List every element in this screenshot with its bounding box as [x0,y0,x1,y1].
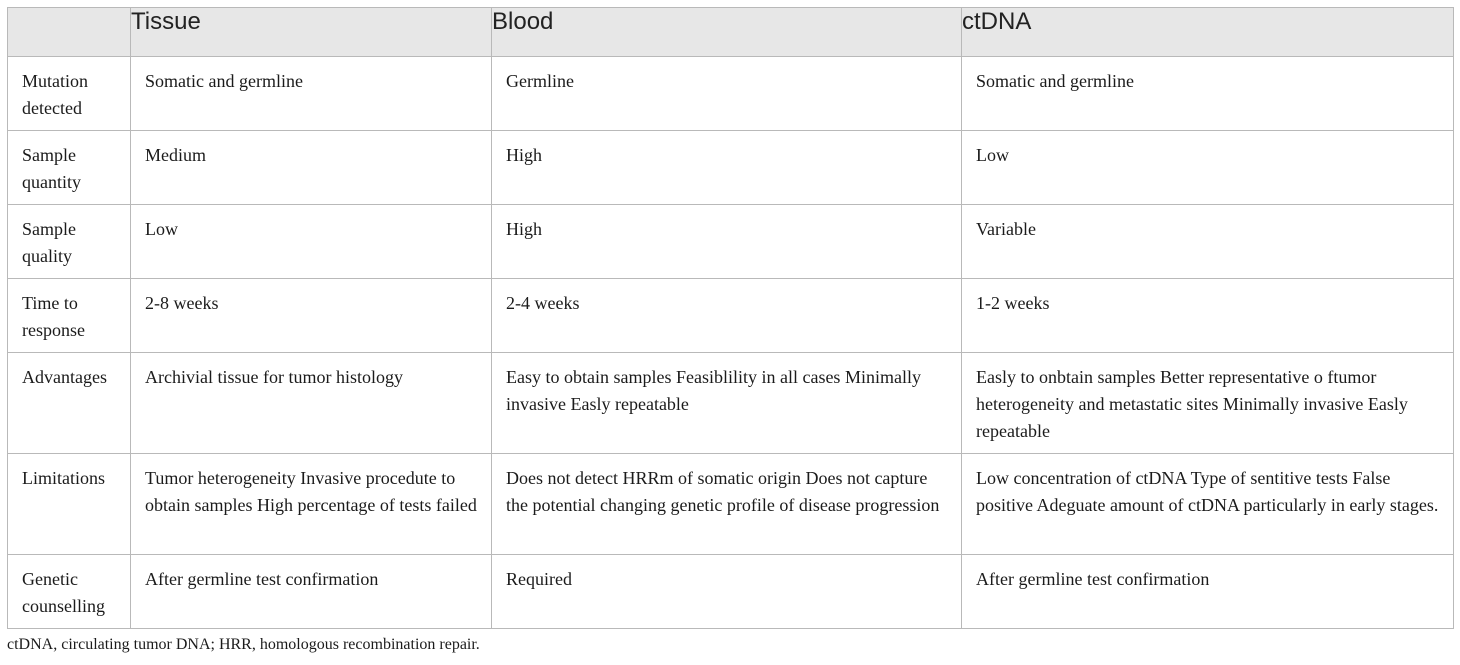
blood-cell: High [492,131,962,205]
table-body [8,57,1454,629]
tissue-cell: Low [131,205,492,279]
ctdna-cell: Variable [962,205,1454,279]
blood-cell: High [492,205,962,279]
table-row [8,454,1454,555]
comparison-table [7,7,1454,629]
ctdna-cell: Low [962,131,1454,205]
header-row [8,8,1454,57]
row-label-cell: Sample quality [8,205,131,279]
tissue-cell: Tumor heterogeneity Invasive procedute to obtain samples High percentage of tests failed [131,454,492,555]
header-cell-blood: Blood [492,8,962,57]
ctdna-cell: Somatic and germline [962,57,1454,131]
row-label-cell: Limitations [8,454,131,555]
blood-cell: 2-4 weeks [492,279,962,353]
ctdna-cell: Low concentration of ctDNA Type of sentitive tests False positive Adeguate amount of ctDNA particularly in early stages. [962,454,1454,555]
table-row [8,279,1454,353]
blood-cell: Does not detect HRRm of somatic origin Does not capture the potential changing genetic profile of disease progression [492,454,962,555]
table-row [8,205,1454,279]
header-cell-ctdna: ctDNA [962,8,1454,57]
tissue-cell: Archivial tissue for tumor histology [131,353,492,454]
blood-cell: Easy to obtain samples Feasiblility in all cases Minimally invasive Easly repeatable [492,353,962,454]
row-label-cell: Advantages [8,353,131,454]
table-row [8,131,1454,205]
ctdna-cell: 1-2 weeks [962,279,1454,353]
row-label-cell: Sample quantity [8,131,131,205]
table-row [8,555,1454,629]
row-label-cell: Time to response [8,279,131,353]
tissue-cell: After germline test confirmation [131,555,492,629]
table-row [8,353,1454,454]
ctdna-cell: Easly to onbtain samples Better representative o ftumor heterogeneity and metastatic sites Minimally invasive Easly repeatable [962,353,1454,454]
table-row [8,57,1454,131]
tissue-cell: Somatic and germline [131,57,492,131]
ctdna-cell: After germline test confirmation [962,555,1454,629]
header-cell-empty [8,8,131,57]
header-cell-tissue: Tissue [131,8,492,57]
row-label-cell: Genetic counselling [8,555,131,629]
row-label-cell: Mutation detected [8,57,131,131]
tissue-cell: Medium [131,131,492,205]
blood-cell: Germline [492,57,962,131]
blood-cell: Required [492,555,962,629]
tissue-cell: 2-8 weeks [131,279,492,353]
table-footnote: ctDNA, circulating tumor DNA; HRR, homologous recombination repair. [7,636,480,653]
table-header [8,8,1454,57]
